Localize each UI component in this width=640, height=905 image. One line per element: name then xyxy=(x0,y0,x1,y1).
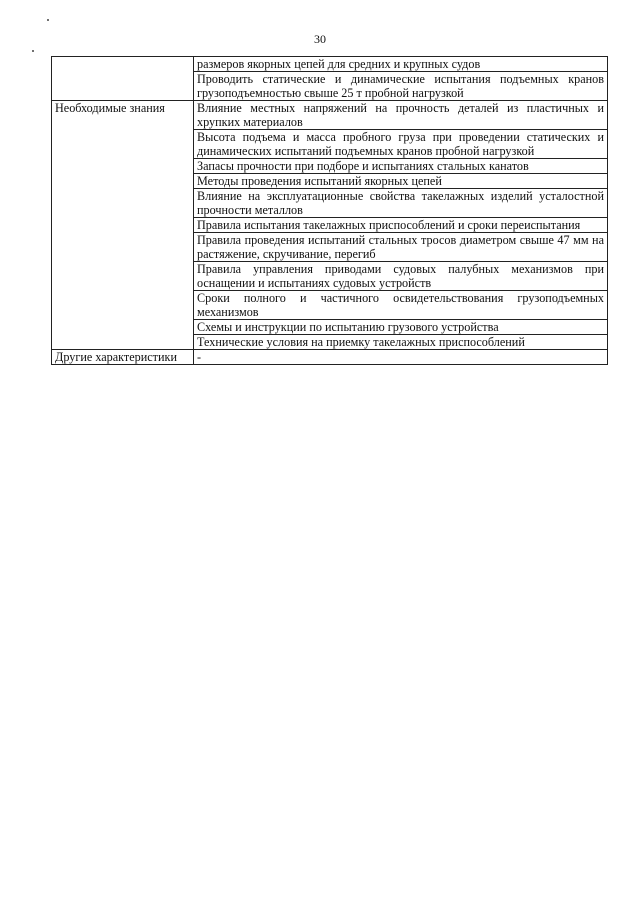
table-cell: Влияние местных напряжений на прочность деталей из пластичных и хрупких материалов xyxy=(194,101,608,130)
table-cell: Проводить статические и динамические испытания подъемных кранов грузоподъемностью свыше 25 т пробной нагрузкой xyxy=(194,72,608,101)
table-cell: Методы проведения испытаний якорных цепей xyxy=(194,174,608,189)
table-cell: Правила испытания такелажных приспособлений и сроки переиспытания xyxy=(194,218,608,233)
scan-speck xyxy=(32,50,34,52)
table-row xyxy=(52,350,608,365)
table-cell: размеров якорных цепей для средних и крупных судов xyxy=(194,57,608,72)
knowledge-label: Необходимые знания xyxy=(52,101,194,350)
other-characteristics-label: Другие характеристики xyxy=(52,350,194,365)
table-cell: Технические условия на приемку такелажных приспособлений xyxy=(194,335,608,350)
table-cell: Высота подъема и масса пробного груза при проведении статических и динамических испытаний подъемных кранов пробной нагрузкой xyxy=(194,130,608,159)
table-row xyxy=(52,101,608,130)
table-cell: Схемы и инструкции по испытанию грузового устройства xyxy=(194,320,608,335)
table-cell: Сроки полного и частичного освидетельствования грузоподъемных механизмов xyxy=(194,291,608,320)
table-row xyxy=(52,57,608,72)
table-cell: Запасы прочности при подборе и испытаниях стальных канатов xyxy=(194,159,608,174)
qualification-table xyxy=(51,56,608,365)
other-characteristics-value: - xyxy=(194,350,608,365)
scan-speck xyxy=(47,19,49,21)
page-number: 30 xyxy=(314,32,326,46)
table-cell: Влияние на эксплуатационные свойства такелажных изделий усталостной прочности металлов xyxy=(194,189,608,218)
empty-cell xyxy=(52,57,194,101)
table-cell: Правила управления приводами судовых палубных механизмов при оснащении и испытаниях судовых устройств xyxy=(194,262,608,291)
table-cell: Правила проведения испытаний стальных тросов диаметром свыше 47 мм на растяжение, скручивание, перегиб xyxy=(194,233,608,262)
